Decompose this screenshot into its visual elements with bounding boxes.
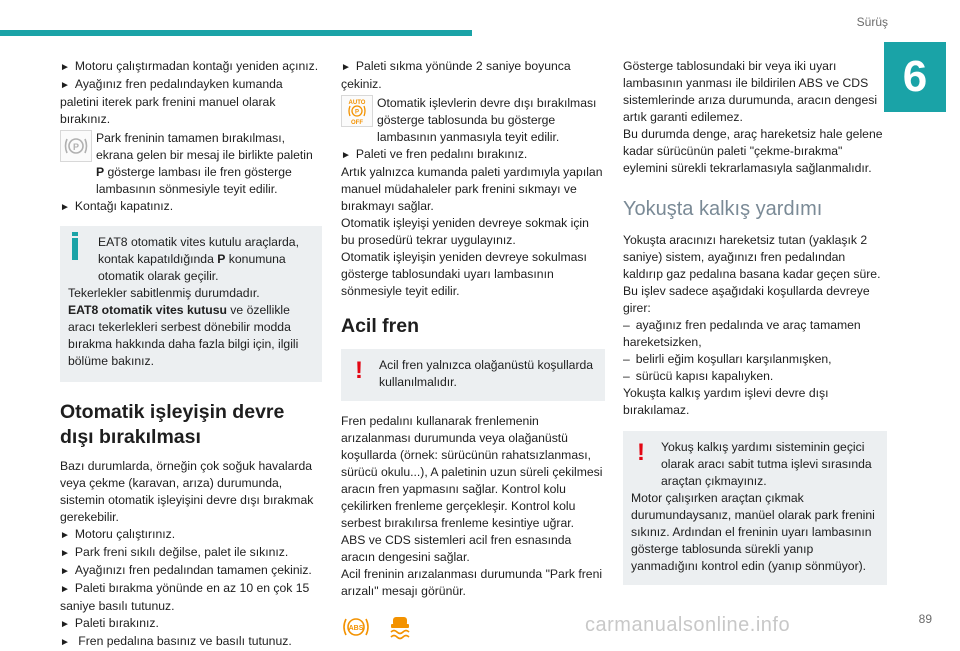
- watermark: carmanualsonline.info: [585, 614, 791, 636]
- step-line: ► Ayağınız fren pedalındayken kumanda paletini iterek park frenini manuel olarak bırakınız.: [60, 76, 322, 128]
- header-accent-bar: [0, 30, 472, 36]
- column-2: [341, 58, 605, 645]
- column-1: [60, 58, 322, 651]
- svg-text:ABS: ABS: [348, 625, 364, 632]
- intro-paragraph: Bazı durumlarda, örneğin çok soğuk havalarda veya çekme (karavan, arıza) durumunda, sistemin otomatik işleyişini devre dışı bırakmak gerekebilir.: [60, 459, 314, 524]
- stability-control-icon: [385, 614, 415, 645]
- warning-box: ! Yokuş kalkış yardımı sisteminin geçici olarak aracı sabit tutma işlevi sırasında araçtan çıkmayınız. Motor çalışırken araçtan çıkmak durumundaysanız, manüel olarak park frenini sıkınız. Ardından el freninin uyarı lambasının gösterge tablosunda sürekli yanıp yanmadığını kontrol edin (yanıp sönmüyor).: [623, 431, 887, 585]
- page-number: 89: [918, 612, 932, 626]
- column-3: [623, 58, 887, 585]
- warning-box: ! Acil fren yalnızca olağanüstü koşullarda kullanılmalıdır.: [341, 349, 605, 401]
- step-line: ► Fren pedalına basınız ve basılı tutunuz.: [60, 633, 322, 651]
- paragraph: Bu durumda denge, araç hareketsiz hale gelene kadar sürücünün paleti "çekme-bırakma" eylemini sürekli tekrarlamasıyla sağlanmalıdır.: [623, 127, 883, 175]
- parking-brake-release-para: P Park freninin tamamen bırakılması, ekrana gelen bir mesaj ile birlikte paletin P gösterge lambası ile fren gösterge lambasının sönmesiyle teyit edilir.: [60, 130, 322, 198]
- section-title: Sürüş: [856, 15, 888, 29]
- step-line: ► Park freni sıkılı değilse, palet ile sıkınız.: [60, 544, 322, 562]
- paragraph: Acil freninin arızalanması durumunda "Park freni arızalı" mesajı görünür.: [341, 567, 603, 598]
- condition-item: – ayağınız fren pedalında ve araç tamamen hareketsizken,: [623, 317, 887, 351]
- info-icon: [72, 238, 78, 260]
- heading-emergency-brake: Acil fren: [341, 315, 420, 337]
- step-line: ► Paleti bırakma yönünde en az 10 en çok 15 saniye basılı tutunuz.: [60, 580, 322, 615]
- warning-icon: !: [637, 439, 645, 466]
- step-line: ► Motoru çalıştırınız.: [60, 526, 322, 544]
- paragraph: Artık yalnızca kumanda paleti yardımıyla yapılan manuel müdahaleler park frenini sıkmayı ve bırakmayı sağlar.: [341, 165, 603, 213]
- svg-text:P: P: [72, 142, 80, 152]
- svg-text:AUTO: AUTO: [348, 100, 366, 106]
- abs-warning-icon: [341, 614, 371, 645]
- condition-item: – belirli eğim koşulları karşılanmışken,: [623, 351, 887, 368]
- condition-item: – sürücü kapısı kapalıyken.: [623, 368, 887, 385]
- step-line: ► Kontağı kapatınız.: [60, 198, 322, 216]
- paragraph: Otomatik işleyişi yeniden devreye sokmak için bu prosedürü tekrar uygulayınız.: [341, 216, 589, 247]
- auto-off-icon: [341, 95, 373, 127]
- svg-text:OFF: OFF: [351, 120, 363, 125]
- paragraph: Fren pedalını kullanarak frenlemenin arızalanması durumunda veya olağanüstü koşullarda (örnek: sürücünün rahatsızlanması, sürücü okulu...), A paletinin uzun süreli çekilmesi aracın fren yapmasını sağlar. Kontrol kolu çekilirken frenleme gerçekleşir. Kontrol kolu serbest bırakılırsa frenleme kesintiye uğrar.: [341, 414, 603, 530]
- svg-text:P: P: [354, 109, 360, 116]
- paragraph: Otomatik işleyişin yeniden devreye sokulması gösterge tablosundaki uyarı lambasının sönmesiyle teyit edilir.: [341, 250, 587, 298]
- heading-hill-start-assist: Yokuşta kalkış yardımı: [623, 198, 823, 220]
- warning-icon: !: [355, 357, 363, 384]
- paragraph: Bu işlev sadece aşağıdaki koşullarda devreye girer:: [623, 284, 870, 315]
- chapter-number-tab: 6: [884, 42, 946, 112]
- step-line: ► Ayağınızı fren pedalından tamamen çekiniz.: [60, 562, 322, 580]
- paragraph: ABS ve CDS sistemleri acil fren esnasında aracın dengesini sağlar.: [341, 533, 572, 564]
- paragraph: Yokuşta kalkış yardım işlevi devre dışı bırakılamaz.: [623, 386, 829, 417]
- step-line: ► Paleti sıkma yönünde 2 saniye boyunca çekiniz.: [341, 58, 605, 93]
- auto-off-para: AUTO P OFF Otomatik işlevlerin devre dışı bırakılması gösterge tablosunda bu gösterge lambasının yanmasıyla teyit edilir.: [341, 95, 605, 146]
- info-box: EAT8 otomatik vites kutulu araçlarda, kontak kapatıldığında P konumuna otomatik olarak geçilir. Tekerlekler sabitlenmiş durumdadır. EAT8 otomatik vites kutusu ve özellikle aracı tekerlekleri serbest dönebilir modda bırakma hakkında daha fazla bilgi için, ilgili bölüme bakınız.: [60, 226, 322, 382]
- step-line: ► Paleti bırakınız.: [60, 615, 322, 633]
- step-line: ► Motoru çalıştırmadan kontağı yeniden açınız.: [60, 58, 322, 76]
- paragraph: Yokuşta aracınızı hareketsiz tutan (yaklaşık 2 saniye) sistem, ayağınızı fren pedalından kaldırıp gaz pedalına basana kadar geçen süre.: [623, 233, 881, 281]
- step-line: ► Paleti ve fren pedalını bırakınız.: [341, 146, 605, 164]
- parking-brake-icon: [60, 130, 92, 162]
- heading-disable-automatic: Otomatik işleyişin devre dışı bırakılması: [60, 401, 285, 448]
- paragraph: Gösterge tablosundaki bir veya iki uyarı lambasının yanması ile bildirilen ABS ve CDS sistemlerinde arıza durumunda, aracın dengesi artık garanti edilemez.: [623, 59, 878, 124]
- warning-lamps-row: [341, 614, 605, 645]
